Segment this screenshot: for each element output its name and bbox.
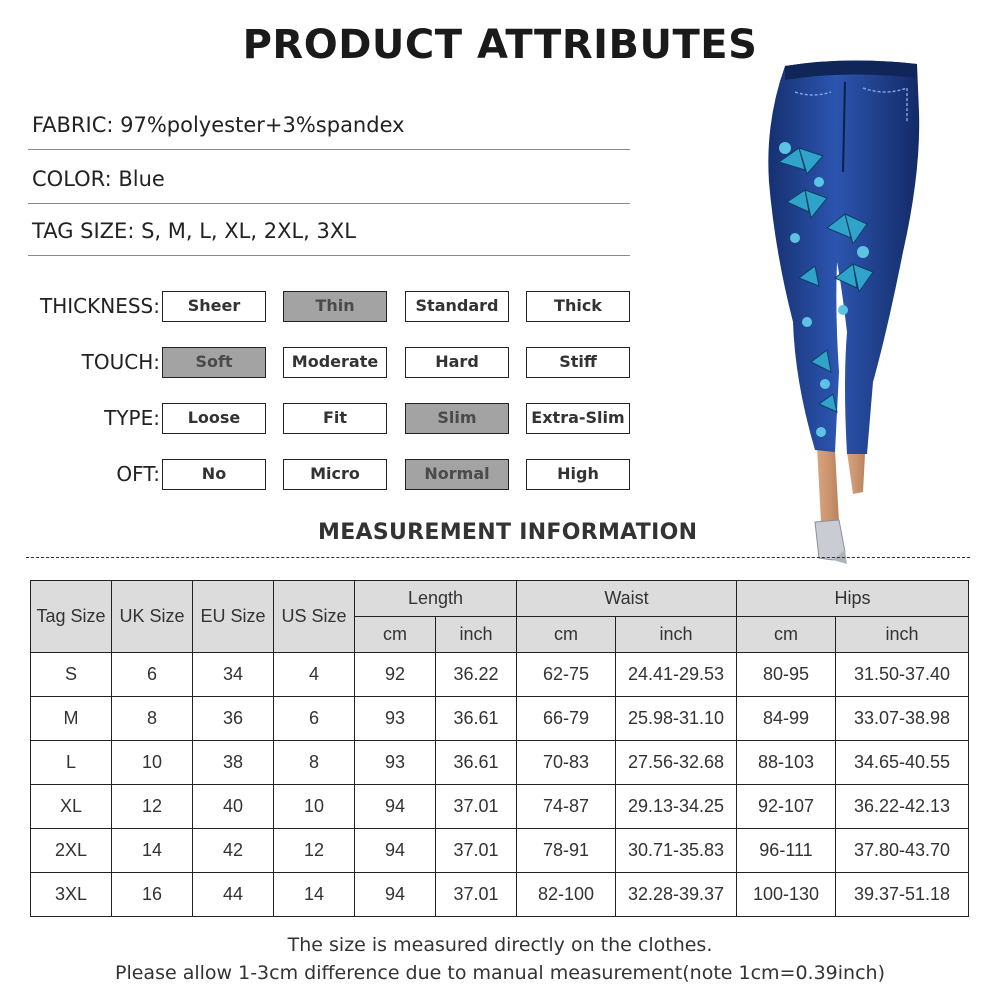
table-cell: 12 — [274, 829, 355, 873]
table-cell: 38 — [193, 741, 274, 785]
type-option-loose: Loose — [162, 403, 266, 434]
table-cell: 32.28-39.37 — [616, 873, 737, 917]
tag-size-attribute — [28, 216, 630, 256]
table-cell: 94 — [355, 785, 436, 829]
table-cell: 62-75 — [517, 653, 616, 697]
table-cell: 37.01 — [436, 785, 517, 829]
table-cell: 27.56-32.68 — [616, 741, 737, 785]
table-cell: 39.37-51.18 — [836, 873, 969, 917]
table-cell: 34.65-40.55 — [836, 741, 969, 785]
table-cell: 36.61 — [436, 741, 517, 785]
table-cell: 92-107 — [737, 785, 836, 829]
table-cell: 16 — [112, 873, 193, 917]
table-row — [31, 873, 969, 917]
color-text: COLOR: Blue — [32, 167, 165, 191]
oft-row — [0, 458, 640, 492]
header-uk-size: UK Size — [112, 581, 193, 653]
thickness-label: THICKNESS: — [40, 294, 160, 318]
table-cell: 37.80-43.70 — [836, 829, 969, 873]
fabric-attribute — [28, 110, 630, 150]
table-cell: 96-111 — [737, 829, 836, 873]
table-cell: 94 — [355, 829, 436, 873]
table-cell: 82-100 — [517, 873, 616, 917]
table-cell: S — [31, 653, 112, 697]
table-cell: 74-87 — [517, 785, 616, 829]
type-option-fit: Fit — [283, 403, 387, 434]
table-cell: 34 — [193, 653, 274, 697]
touch-option-soft: Soft — [162, 347, 266, 378]
header-waist-inch: inch — [616, 617, 737, 653]
touch-label: TOUCH: — [81, 350, 160, 374]
table-cell: 29.13-34.25 — [616, 785, 737, 829]
table-cell: 37.01 — [436, 873, 517, 917]
table-cell: 70-83 — [517, 741, 616, 785]
tag-size-text: TAG SIZE: S, M, L, XL, 2XL, 3XL — [32, 219, 356, 243]
oft-option-micro: Micro — [283, 459, 387, 490]
table-cell: 44 — [193, 873, 274, 917]
type-label: TYPE: — [104, 406, 160, 430]
size-table — [30, 580, 969, 917]
touch-option-moderate: Moderate — [283, 347, 387, 378]
thickness-option-sheer: Sheer — [162, 291, 266, 322]
header-hips-cm: cm — [737, 617, 836, 653]
table-row — [31, 741, 969, 785]
thickness-option-thin: Thin — [283, 291, 387, 322]
table-cell: 33.07-38.98 — [836, 697, 969, 741]
table-cell: 10 — [112, 741, 193, 785]
thickness-option-standard: Standard — [405, 291, 509, 322]
table-cell: 36.22 — [436, 653, 517, 697]
table-cell: 14 — [274, 873, 355, 917]
table-cell: 94 — [355, 873, 436, 917]
type-row — [0, 402, 640, 436]
header-length-inch: inch — [436, 617, 517, 653]
table-cell: XL — [31, 785, 112, 829]
page-title: PRODUCT ATTRIBUTES — [242, 22, 758, 68]
table-cell: 8 — [112, 697, 193, 741]
header-length: Length — [355, 581, 517, 617]
table-row — [31, 697, 969, 741]
table-cell: 42 — [193, 829, 274, 873]
table-cell: 8 — [274, 741, 355, 785]
header-hips: Hips — [737, 581, 969, 617]
table-cell: 6 — [112, 653, 193, 697]
table-cell: 12 — [112, 785, 193, 829]
header-waist: Waist — [517, 581, 737, 617]
leggings-model-image — [735, 52, 985, 572]
table-cell: 36.61 — [436, 697, 517, 741]
thickness-row — [0, 290, 640, 324]
note-line-2: Please allow 1-3cm difference due to manual measurement(note 1cm=0.39inch) — [115, 962, 885, 984]
size-table-body — [31, 653, 969, 917]
oft-label: OFT: — [116, 462, 160, 486]
thickness-option-thick: Thick — [526, 291, 630, 322]
oft-option-no: No — [162, 459, 266, 490]
table-cell: 93 — [355, 697, 436, 741]
table-cell: 84-99 — [737, 697, 836, 741]
type-option-slim: Slim — [405, 403, 509, 434]
header-waist-cm: cm — [517, 617, 616, 653]
table-cell: 25.98-31.10 — [616, 697, 737, 741]
table-cell: 66-79 — [517, 697, 616, 741]
table-cell: 31.50-37.40 — [836, 653, 969, 697]
dashed-divider — [26, 557, 970, 558]
table-cell: 3XL — [31, 873, 112, 917]
fabric-text: FABRIC: 97%polyester+3%spandex — [32, 113, 405, 137]
touch-option-stiff: Stiff — [526, 347, 630, 378]
table-row — [31, 785, 969, 829]
table-cell: 10 — [274, 785, 355, 829]
measurement-title: MEASUREMENT INFORMATION — [318, 520, 698, 545]
table-cell: 4 — [274, 653, 355, 697]
touch-option-hard: Hard — [405, 347, 509, 378]
table-cell: 92 — [355, 653, 436, 697]
table-cell: 40 — [193, 785, 274, 829]
oft-option-normal: Normal — [405, 459, 509, 490]
table-row — [31, 829, 969, 873]
table-cell: 88-103 — [737, 741, 836, 785]
header-us-size: US Size — [274, 581, 355, 653]
table-cell: 36.22-42.13 — [836, 785, 969, 829]
table-row — [31, 653, 969, 697]
table-cell: 37.01 — [436, 829, 517, 873]
color-attribute — [28, 164, 630, 204]
table-cell: 78-91 — [517, 829, 616, 873]
note-line-1: The size is measured directly on the clothes. — [287, 934, 713, 956]
table-cell: 2XL — [31, 829, 112, 873]
header-hips-inch: inch — [836, 617, 969, 653]
table-cell: 24.41-29.53 — [616, 653, 737, 697]
table-cell: 80-95 — [737, 653, 836, 697]
header-length-cm: cm — [355, 617, 436, 653]
oft-option-high: High — [526, 459, 630, 490]
type-option-extra-slim: Extra-Slim — [526, 403, 630, 434]
table-cell: 6 — [274, 697, 355, 741]
table-cell: 14 — [112, 829, 193, 873]
table-cell: 30.71-35.83 — [616, 829, 737, 873]
table-cell: 100-130 — [737, 873, 836, 917]
table-cell: 93 — [355, 741, 436, 785]
table-cell: M — [31, 697, 112, 741]
table-cell: L — [31, 741, 112, 785]
touch-row — [0, 346, 640, 380]
table-cell: 36 — [193, 697, 274, 741]
header-tag-size: Tag Size — [31, 581, 112, 653]
header-eu-size: EU Size — [193, 581, 274, 653]
